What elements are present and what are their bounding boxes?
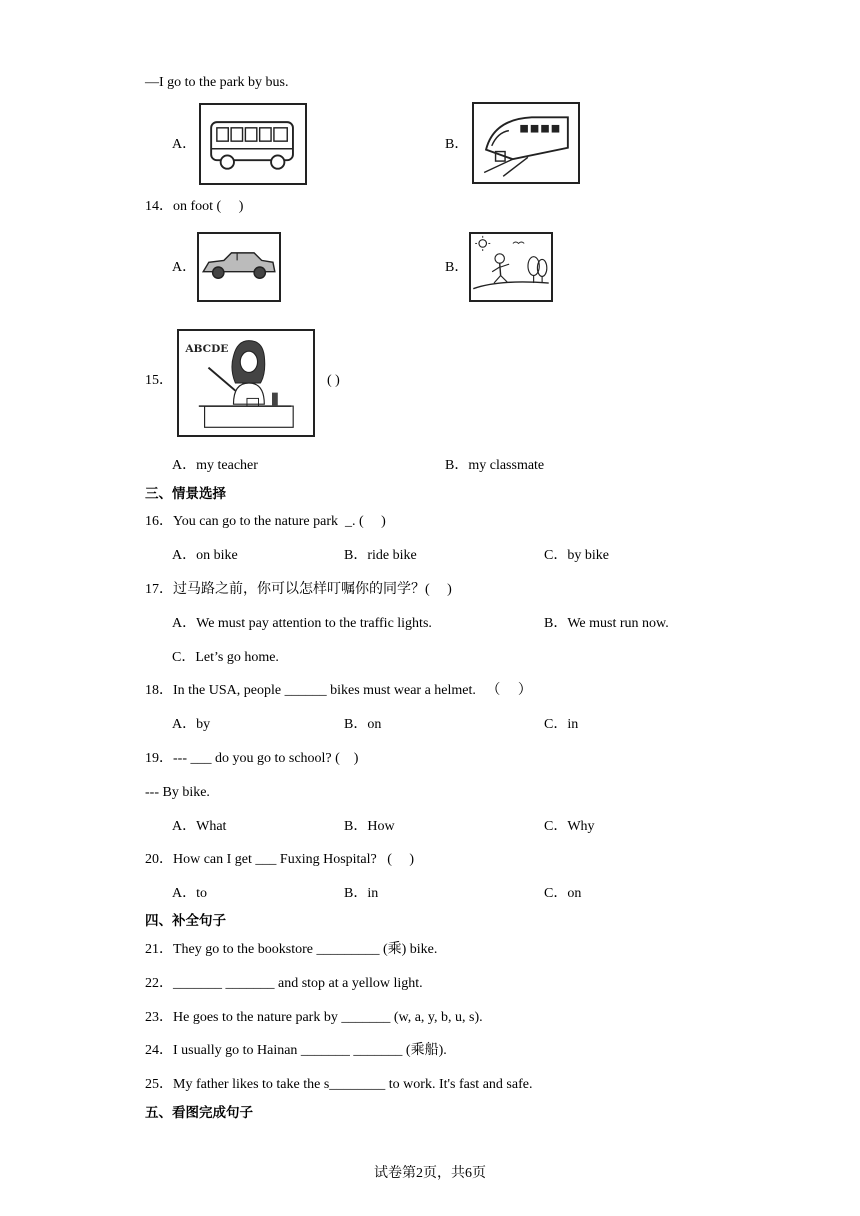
board-text: ABCDE [185, 343, 229, 356]
option-c: C．in [544, 717, 579, 732]
question-19: 19．--- ___ do you go to school? ( ) [145, 751, 359, 766]
question-25: 25．My father likes to take the s________ to work. It's fast and safe. [145, 1077, 533, 1092]
option-b-label: B． [445, 137, 469, 152]
page-footer: 试卷第2页，共6页 [374, 1166, 486, 1181]
option-b: B．my classmate [445, 458, 545, 473]
train-icon [474, 104, 578, 182]
option-a: A．What [172, 819, 227, 834]
option-c: C．by bike [544, 548, 609, 563]
question-14: 14．on foot ( ) [145, 199, 244, 214]
bus-icon [201, 105, 305, 183]
question-16: 16．You can go to the nature park _. ( ) [145, 514, 386, 529]
section-heading: 五、看图完成句子 [145, 1105, 253, 1121]
section-heading: 三、情景选择 [145, 486, 226, 502]
car-icon [199, 234, 279, 300]
option-c: C．Why [544, 819, 595, 834]
walking-picture [469, 232, 553, 302]
option-b-label: B． [445, 260, 469, 275]
option-a: A．on bike [172, 548, 238, 563]
option-a: A．We must pay attention to the traffic lights. [172, 616, 432, 631]
car-picture [197, 232, 281, 302]
option-b: B．in [344, 886, 379, 901]
train-picture [472, 102, 580, 184]
question-15: 15． [145, 373, 173, 388]
option-b: B．ride bike [344, 548, 417, 563]
option-c: C．Let’s go home. [172, 650, 279, 665]
option-a: A．by [172, 717, 211, 732]
option-a-label: A． [172, 260, 197, 275]
question-17: 17．过马路之前，你可以怎样叮嘱你的同学？( ) [145, 582, 452, 597]
answer-parentheses: ( ) [327, 373, 340, 388]
option-a-label: A． [172, 137, 197, 152]
question-22: 22．_______ _______ and stop at a yellow light. [145, 976, 423, 991]
option-b: B．on [344, 717, 382, 732]
walking-boy-icon [471, 234, 551, 300]
option-a: A．my teacher [172, 458, 258, 473]
question-24: 24．I usually go to Hainan _______ _______ (乘船). [145, 1043, 447, 1058]
section-heading: 四、补全句子 [145, 913, 226, 929]
dialogue-line: —I go to the park by bus. [145, 75, 289, 90]
question-23: 23．He goes to the nature park by _______ (w, a, y, b, u, s). [145, 1010, 483, 1025]
option-b: B．How [344, 819, 395, 834]
question-21: 21．They go to the bookstore _________ (乘) bike. [145, 942, 438, 957]
dialogue-answer: --- By bike. [145, 785, 210, 800]
bus-picture [199, 103, 307, 185]
teacher-picture [177, 329, 315, 437]
teacher-icon [179, 331, 313, 435]
option-c: C．on [544, 886, 582, 901]
question-18: 18．In the USA, people ______ bikes must wear a helmet. （ ） [145, 683, 532, 698]
option-a: A．to [172, 886, 207, 901]
option-b: B．We must run now. [544, 616, 669, 631]
question-20: 20．How can I get ___ Fuxing Hospital? ( ) [145, 852, 415, 867]
